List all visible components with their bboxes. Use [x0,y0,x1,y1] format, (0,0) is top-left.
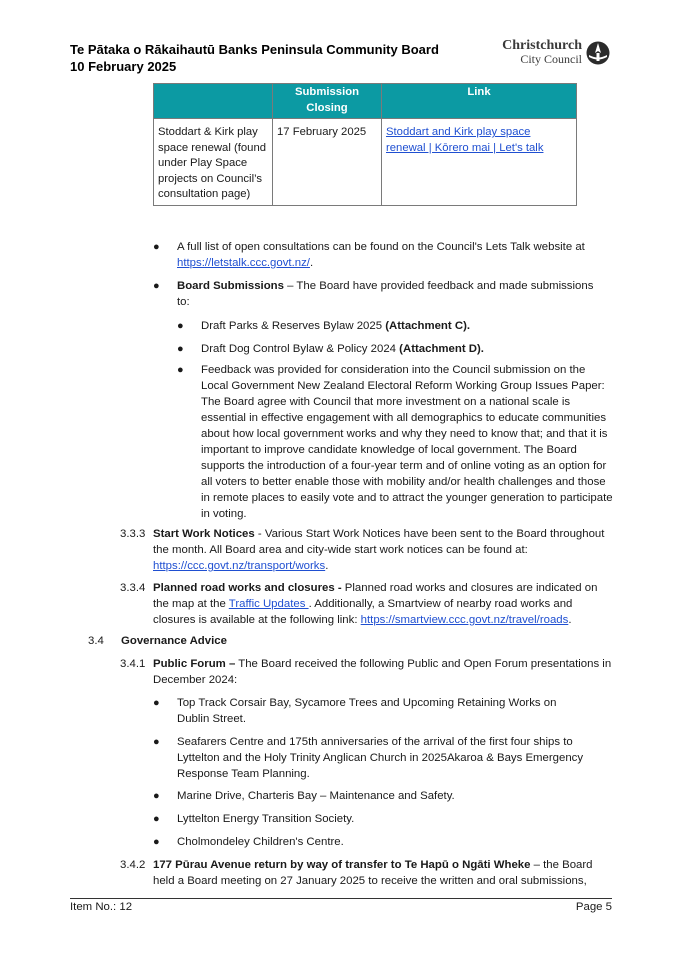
page-footer [70,898,612,913]
table-header-row [154,84,577,119]
bullet-icon: ● [153,836,160,848]
section-heading: 177 Pūrau Avenue return by way of transfer to Te Hapū o Ngāti Wheke [153,859,531,871]
section-heading: Public Forum – [153,658,236,670]
bullet-text: Feedback was provided for consideration into the Council submission on the Local Government New Zealand Electoral Reform Working Group Issues Paper: The Board agree with Council that more investment on a national scale is essential in effective engagement with all demographics to educate communities about how local government works and why they need to know that; and that it is important to improve candidate knowledge of local government. The Board supports the introduction of a four-year term and of online voting as an option for all voters to better enable those with mobility and/or health challenges and those in remote places to easily vote and to attract the younger generation to participate in voting. [201,364,613,520]
bullet-icon: ● [153,280,160,292]
bullet-icon: ● [153,697,160,709]
section-heading: Governance Advice [121,635,227,647]
section-text: The Board received the following Public and Open Forum presentations in December 2024: [153,658,612,686]
table-cell-name: Stoddart & Kirk play space renewal (found under Play Space projects on Council’s consultation page) [154,119,273,206]
list-item [153,788,597,804]
bullet-text: Lyttelton Energy Transition Society. [177,813,355,825]
list-item [153,834,597,850]
cathedral-icon [586,40,610,66]
traffic-updates-link[interactable]: Traffic Updates [228,598,309,610]
list-item [177,362,613,522]
list-item [177,341,611,357]
bullet-text: A full list of open consultations can be found on the Council's Lets Talk website at [177,241,585,253]
bullet-text: Seafarers Centre and 175th anniversaries of the arrival of the first four ships to Lyttelton and the Holy Trinity Anglican Church in 2025Akaroa & Bays Emergency Response Team Planning. [177,736,584,780]
table-header-cell: Submission Closing [273,84,382,119]
bullet-icon: ● [153,813,160,825]
bullet-icon: ● [153,241,160,253]
section-text: . Additionally, a Smartview of nearby road works and closures is available at the following link: [153,598,573,626]
attachment-ref: (Attachment C). [385,320,471,332]
section-number: 3.4.2 [120,859,146,871]
bullet-icon: ● [153,736,160,748]
header-date: 10 February 2025 [70,59,177,74]
section-heading: Planned road works and closures - [153,582,342,594]
footer-item-number: Item No.: 12 [70,901,133,913]
logo-text-line2: City Council [520,52,582,66]
bullet-icon: ● [177,320,184,332]
bullet-icon: ● [153,790,160,802]
smartview-link[interactable]: https://smartview.ccc.govt.nz/travel/roads [360,614,569,626]
section-3-4-1 [120,656,613,688]
bullet-text: – The Board have provided feedback and made submissions to: [177,280,594,308]
list-item: ● A full list of open consultations can be found on the Council's Lets Talk website at https://letstalk.ccc.govt.nz/. [153,241,585,269]
list-item [153,734,597,782]
section-text: - Various Start Work Notices have been sent to the Board throughout the month. All Board area and city-wide start work notices can be found at: [153,528,605,556]
council-logo [502,39,610,66]
page-header [70,38,610,75]
section-number: 3.4 [88,635,104,647]
bullet-text: Top Track Corsair Bay, Sycamore Trees and Upcoming Retaining Works on Dublin Street. [177,697,557,725]
list-item [153,811,597,827]
consultation-table [153,83,577,206]
table-row [154,119,577,206]
letstalk-link[interactable]: https://letstalk.ccc.govt.nz/ [177,257,310,269]
list-item [153,278,607,310]
table-header-cell [154,84,273,119]
bullet-text: Draft Parks & Reserves Bylaw 2025 [201,320,386,332]
section-number: 3.4.1 [120,658,146,670]
table-cell-link [382,119,577,206]
list-item [177,318,611,334]
bullet-bold-text: Board Submissions [177,280,284,292]
consultation-link[interactable]: Stoddart and Kirk play space renewal | Kōrero mai | Let's talk [386,126,544,154]
section-number: 3.3.4 [120,582,146,594]
table-cell-closing: 17 February 2025 [273,119,382,206]
section-heading: Start Work Notices [153,528,255,540]
bullet-icon: ● [177,364,184,376]
section-text: – the Board held a Board meeting on 27 January 2025 to receive the written and oral submissions, [153,859,593,887]
section-3-4-2 [120,857,613,889]
section-3-3-4: 3.3.4 Planned road works and closures - Planned road works and closures are indicated on the map at the Traffic Updates . Additionally, a Smartview of nearby road works and closures is available at the following link: https://smartview.ccc.govt.nz/travel/roads. [120,582,598,626]
list-item [153,695,587,727]
logo-text-line1: Christchurch [502,38,582,53]
transport-works-link[interactable]: https://ccc.govt.nz/transport/works [153,560,326,572]
bullet-text: Draft Dog Control Bylaw & Policy 2024 [201,343,400,355]
section-text: Planned road works and closures are indicated on the map at the [153,582,598,610]
bullet-text: Marine Drive, Charteris Bay – Maintenance and Safety. [177,790,455,802]
section-3-3-3: 3.3.3 Start Work Notices - Various Start Work Notices have been sent to the Board throughout the month. All Board area and city-wide start work notices can be found at: https://ccc.govt.nz/transport/works. [120,528,605,572]
section-number: 3.3.3 [120,528,146,540]
footer-page-number: Page 5 [575,901,612,913]
attachment-ref: (Attachment D). [399,343,484,355]
header-title: Te Pātaka o Rākaihautū Banks Peninsula Community Board [70,42,439,57]
bullet-icon: ● [177,343,184,355]
table-header-cell: Link [382,84,577,119]
bullet-text: Cholmondeley Children's Centre. [177,836,344,848]
section-3-4 [88,633,601,649]
